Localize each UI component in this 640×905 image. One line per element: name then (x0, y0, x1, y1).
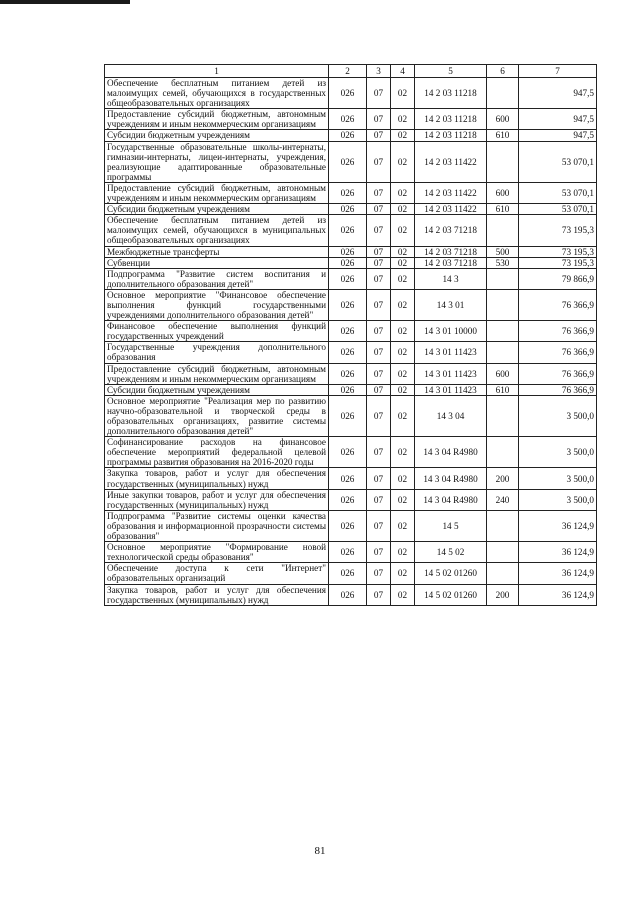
row-section: 07 (367, 268, 391, 289)
row-section: 07 (367, 542, 391, 563)
row-expense-type (487, 289, 519, 320)
row-admin-code: 026 (329, 563, 367, 584)
row-expense-type (487, 542, 519, 563)
row-name: Обеспечение бесплатным питанием детей из малоимущих семей, обучающихся в муниципальных общеобразовательных организациях (105, 215, 329, 246)
row-subsection: 02 (391, 321, 415, 342)
row-section: 07 (367, 468, 391, 489)
header-col-2: 2 (329, 65, 367, 78)
row-section: 07 (367, 109, 391, 130)
row-subsection: 02 (391, 246, 415, 257)
row-name: Закупка товаров, работ и услуг для обеспечения государственных (муниципальных) нужд (105, 468, 329, 489)
row-name: Подпрограмма "Развитие системы оценки качества образования и информационной прозрачности системы образования" (105, 510, 329, 541)
table-row (105, 268, 597, 289)
row-admin-code: 026 (329, 246, 367, 257)
table-row (105, 384, 597, 395)
scan-edge-mark (0, 0, 130, 4)
row-expense-type: 200 (487, 584, 519, 605)
row-section: 07 (367, 182, 391, 203)
row-name: Государственные учреждения дополнительного образования (105, 342, 329, 363)
row-target-article: 14 2 03 71218 (415, 215, 487, 246)
row-amount: 53 070,1 (519, 141, 597, 182)
row-name: Межбюджетные трансферты (105, 246, 329, 257)
row-amount: 73 195,3 (519, 246, 597, 257)
row-section: 07 (367, 215, 391, 246)
row-expense-type (487, 510, 519, 541)
row-expense-type: 610 (487, 204, 519, 215)
row-subsection: 02 (391, 289, 415, 320)
row-section: 07 (367, 141, 391, 182)
row-target-article: 14 3 04 R4980 (415, 468, 487, 489)
header-col-3: 3 (367, 65, 391, 78)
row-name: Государственные образовательные школы-интернаты, гимназии-интернаты, лицеи-интернаты, учреждения, реализующие адаптированные образовательные программы (105, 141, 329, 182)
row-admin-code: 026 (329, 584, 367, 605)
row-admin-code: 026 (329, 289, 367, 320)
row-admin-code: 026 (329, 395, 367, 436)
row-amount: 36 124,9 (519, 563, 597, 584)
row-amount: 76 366,9 (519, 363, 597, 384)
row-name: Предоставление субсидий бюджетным, автономным учреждениям и иным некоммерческим организациям (105, 182, 329, 203)
row-target-article: 14 2 03 11422 (415, 182, 487, 203)
row-expense-type (487, 268, 519, 289)
row-admin-code: 026 (329, 342, 367, 363)
row-admin-code: 026 (329, 268, 367, 289)
row-subsection: 02 (391, 215, 415, 246)
row-admin-code: 026 (329, 78, 367, 109)
row-section: 07 (367, 395, 391, 436)
row-name: Иные закупки товаров, работ и услуг для обеспечения государственных (муниципальных) нужд (105, 489, 329, 510)
row-section: 07 (367, 130, 391, 141)
row-admin-code: 026 (329, 257, 367, 268)
row-expense-type: 500 (487, 246, 519, 257)
header-col-7: 7 (519, 65, 597, 78)
page-number: 81 (314, 845, 326, 857)
row-section: 07 (367, 437, 391, 468)
row-section: 07 (367, 342, 391, 363)
row-name: Основное мероприятие "Финансовое обеспечение выполнения функций государственными учреждениями дополнительного образования детей" (105, 289, 329, 320)
row-target-article: 14 3 04 (415, 395, 487, 436)
row-subsection: 02 (391, 384, 415, 395)
row-name: Субсидии бюджетным учреждениям (105, 130, 329, 141)
row-target-article: 14 3 01 11423 (415, 384, 487, 395)
row-amount: 947,5 (519, 130, 597, 141)
table-row (105, 204, 597, 215)
row-section: 07 (367, 257, 391, 268)
row-section: 07 (367, 489, 391, 510)
row-amount: 3 500,0 (519, 395, 597, 436)
row-amount: 36 124,9 (519, 542, 597, 563)
row-subsection: 02 (391, 584, 415, 605)
row-section: 07 (367, 384, 391, 395)
table-row (105, 246, 597, 257)
row-name: Софинансирование расходов на финансовое обеспечение мероприятий федеральной целевой программы развития образования на 2016-2020 годы (105, 437, 329, 468)
row-amount: 73 195,3 (519, 215, 597, 246)
table-row (105, 563, 597, 584)
row-target-article: 14 2 03 71218 (415, 257, 487, 268)
table-row (105, 78, 597, 109)
row-subsection: 02 (391, 109, 415, 130)
row-subsection: 02 (391, 468, 415, 489)
row-subsection: 02 (391, 363, 415, 384)
row-amount: 947,5 (519, 109, 597, 130)
row-expense-type (487, 321, 519, 342)
row-section: 07 (367, 584, 391, 605)
row-amount: 76 366,9 (519, 384, 597, 395)
row-expense-type: 600 (487, 109, 519, 130)
row-admin-code: 026 (329, 363, 367, 384)
row-subsection: 02 (391, 257, 415, 268)
row-target-article: 14 2 03 11218 (415, 130, 487, 141)
row-name: Закупка товаров, работ и услуг для обеспечения государственных (муниципальных) нужд (105, 584, 329, 605)
row-expense-type: 200 (487, 468, 519, 489)
row-subsection: 02 (391, 563, 415, 584)
row-subsection: 02 (391, 182, 415, 203)
row-admin-code: 026 (329, 321, 367, 342)
row-amount: 79 866,9 (519, 268, 597, 289)
row-admin-code: 026 (329, 204, 367, 215)
row-target-article: 14 3 01 11423 (415, 363, 487, 384)
row-expense-type (487, 342, 519, 363)
row-admin-code: 026 (329, 141, 367, 182)
row-target-article: 14 2 03 11218 (415, 109, 487, 130)
row-expense-type (487, 78, 519, 109)
row-admin-code: 026 (329, 384, 367, 395)
row-expense-type (487, 437, 519, 468)
row-subsection: 02 (391, 130, 415, 141)
row-target-article: 14 5 02 (415, 542, 487, 563)
row-name: Обеспечение бесплатным питанием детей из малоимущих семей, обучающихся в государственных общеобразовательных организациях (105, 78, 329, 109)
row-expense-type: 610 (487, 130, 519, 141)
row-expense-type (487, 563, 519, 584)
row-admin-code: 026 (329, 437, 367, 468)
row-expense-type: 530 (487, 257, 519, 268)
row-subsection: 02 (391, 437, 415, 468)
row-target-article: 14 2 03 11422 (415, 141, 487, 182)
row-admin-code: 026 (329, 109, 367, 130)
header-row (105, 65, 597, 78)
row-name: Предоставление субсидий бюджетным, автономным учреждениям и иным некоммерческим организациям (105, 109, 329, 130)
row-target-article: 14 3 04 R4980 (415, 437, 487, 468)
row-subsection: 02 (391, 268, 415, 289)
row-expense-type: 600 (487, 182, 519, 203)
row-admin-code: 026 (329, 182, 367, 203)
row-subsection: 02 (391, 542, 415, 563)
row-expense-type: 240 (487, 489, 519, 510)
row-amount: 73 195,3 (519, 257, 597, 268)
table-row (105, 437, 597, 468)
row-admin-code: 026 (329, 542, 367, 563)
row-target-article: 14 5 (415, 510, 487, 541)
row-name: Основное мероприятие "Реализация мер по развитию научно-образовательной и творческой среды в образовательных организациях, развитие системы дополнительного образования детей" (105, 395, 329, 436)
row-expense-type: 600 (487, 363, 519, 384)
table-row (105, 109, 597, 130)
row-expense-type (487, 215, 519, 246)
row-amount: 3 500,0 (519, 489, 597, 510)
table-row (105, 130, 597, 141)
row-section: 07 (367, 204, 391, 215)
budget-table (104, 64, 597, 606)
header-col-5: 5 (415, 65, 487, 78)
row-amount: 3 500,0 (519, 468, 597, 489)
row-expense-type: 610 (487, 384, 519, 395)
table-row (105, 489, 597, 510)
row-admin-code: 026 (329, 468, 367, 489)
row-name: Субвенции (105, 257, 329, 268)
row-subsection: 02 (391, 342, 415, 363)
row-target-article: 14 3 01 10000 (415, 321, 487, 342)
table-row (105, 584, 597, 605)
table-row (105, 215, 597, 246)
row-amount: 3 500,0 (519, 437, 597, 468)
row-target-article: 14 3 04 R4980 (415, 489, 487, 510)
row-admin-code: 026 (329, 489, 367, 510)
row-amount: 36 124,9 (519, 584, 597, 605)
header-col-6: 6 (487, 65, 519, 78)
row-admin-code: 026 (329, 215, 367, 246)
row-name: Обеспечение доступа к сети "Интернет" образовательных организаций (105, 563, 329, 584)
row-target-article: 14 2 03 11422 (415, 204, 487, 215)
table-row (105, 468, 597, 489)
row-subsection: 02 (391, 141, 415, 182)
row-target-article: 14 5 02 01260 (415, 563, 487, 584)
row-name: Предоставление субсидий бюджетным, автономным учреждениям и иным некоммерческим организациям (105, 363, 329, 384)
row-amount: 53 070,1 (519, 182, 597, 203)
row-name: Подпрограмма "Развитие систем воспитания и дополнительного образования детей" (105, 268, 329, 289)
row-target-article: 14 3 (415, 268, 487, 289)
table-row (105, 342, 597, 363)
row-amount: 947,5 (519, 78, 597, 109)
table-row (105, 510, 597, 541)
row-amount: 76 366,9 (519, 342, 597, 363)
table-row (105, 321, 597, 342)
row-section: 07 (367, 363, 391, 384)
row-subsection: 02 (391, 78, 415, 109)
row-target-article: 14 3 01 (415, 289, 487, 320)
row-target-article: 14 3 01 11423 (415, 342, 487, 363)
row-subsection: 02 (391, 489, 415, 510)
table-row (105, 257, 597, 268)
row-admin-code: 026 (329, 130, 367, 141)
header-col-1: 1 (105, 65, 329, 78)
header-col-4: 4 (391, 65, 415, 78)
row-amount: 76 366,9 (519, 321, 597, 342)
row-expense-type (487, 395, 519, 436)
row-expense-type (487, 141, 519, 182)
table-row (105, 141, 597, 182)
row-subsection: 02 (391, 510, 415, 541)
row-name: Финансовое обеспечение выполнения функций государственных учреждений (105, 321, 329, 342)
row-amount: 53 070,1 (519, 204, 597, 215)
row-name: Основное мероприятие "Формирование новой технологической среды образования" (105, 542, 329, 563)
row-section: 07 (367, 289, 391, 320)
table-row (105, 182, 597, 203)
row-name: Субсидии бюджетным учреждениям (105, 204, 329, 215)
table-row (105, 542, 597, 563)
row-section: 07 (367, 510, 391, 541)
table-row (105, 289, 597, 320)
row-subsection: 02 (391, 395, 415, 436)
row-section: 07 (367, 321, 391, 342)
row-section: 07 (367, 563, 391, 584)
row-amount: 36 124,9 (519, 510, 597, 541)
row-target-article: 14 5 02 01260 (415, 584, 487, 605)
row-section: 07 (367, 78, 391, 109)
table-row (105, 395, 597, 436)
table-row (105, 363, 597, 384)
row-name: Субсидии бюджетным учреждениям (105, 384, 329, 395)
row-amount: 76 366,9 (519, 289, 597, 320)
row-section: 07 (367, 246, 391, 257)
row-target-article: 14 2 03 71218 (415, 246, 487, 257)
row-target-article: 14 2 03 11218 (415, 78, 487, 109)
row-admin-code: 026 (329, 510, 367, 541)
row-subsection: 02 (391, 204, 415, 215)
